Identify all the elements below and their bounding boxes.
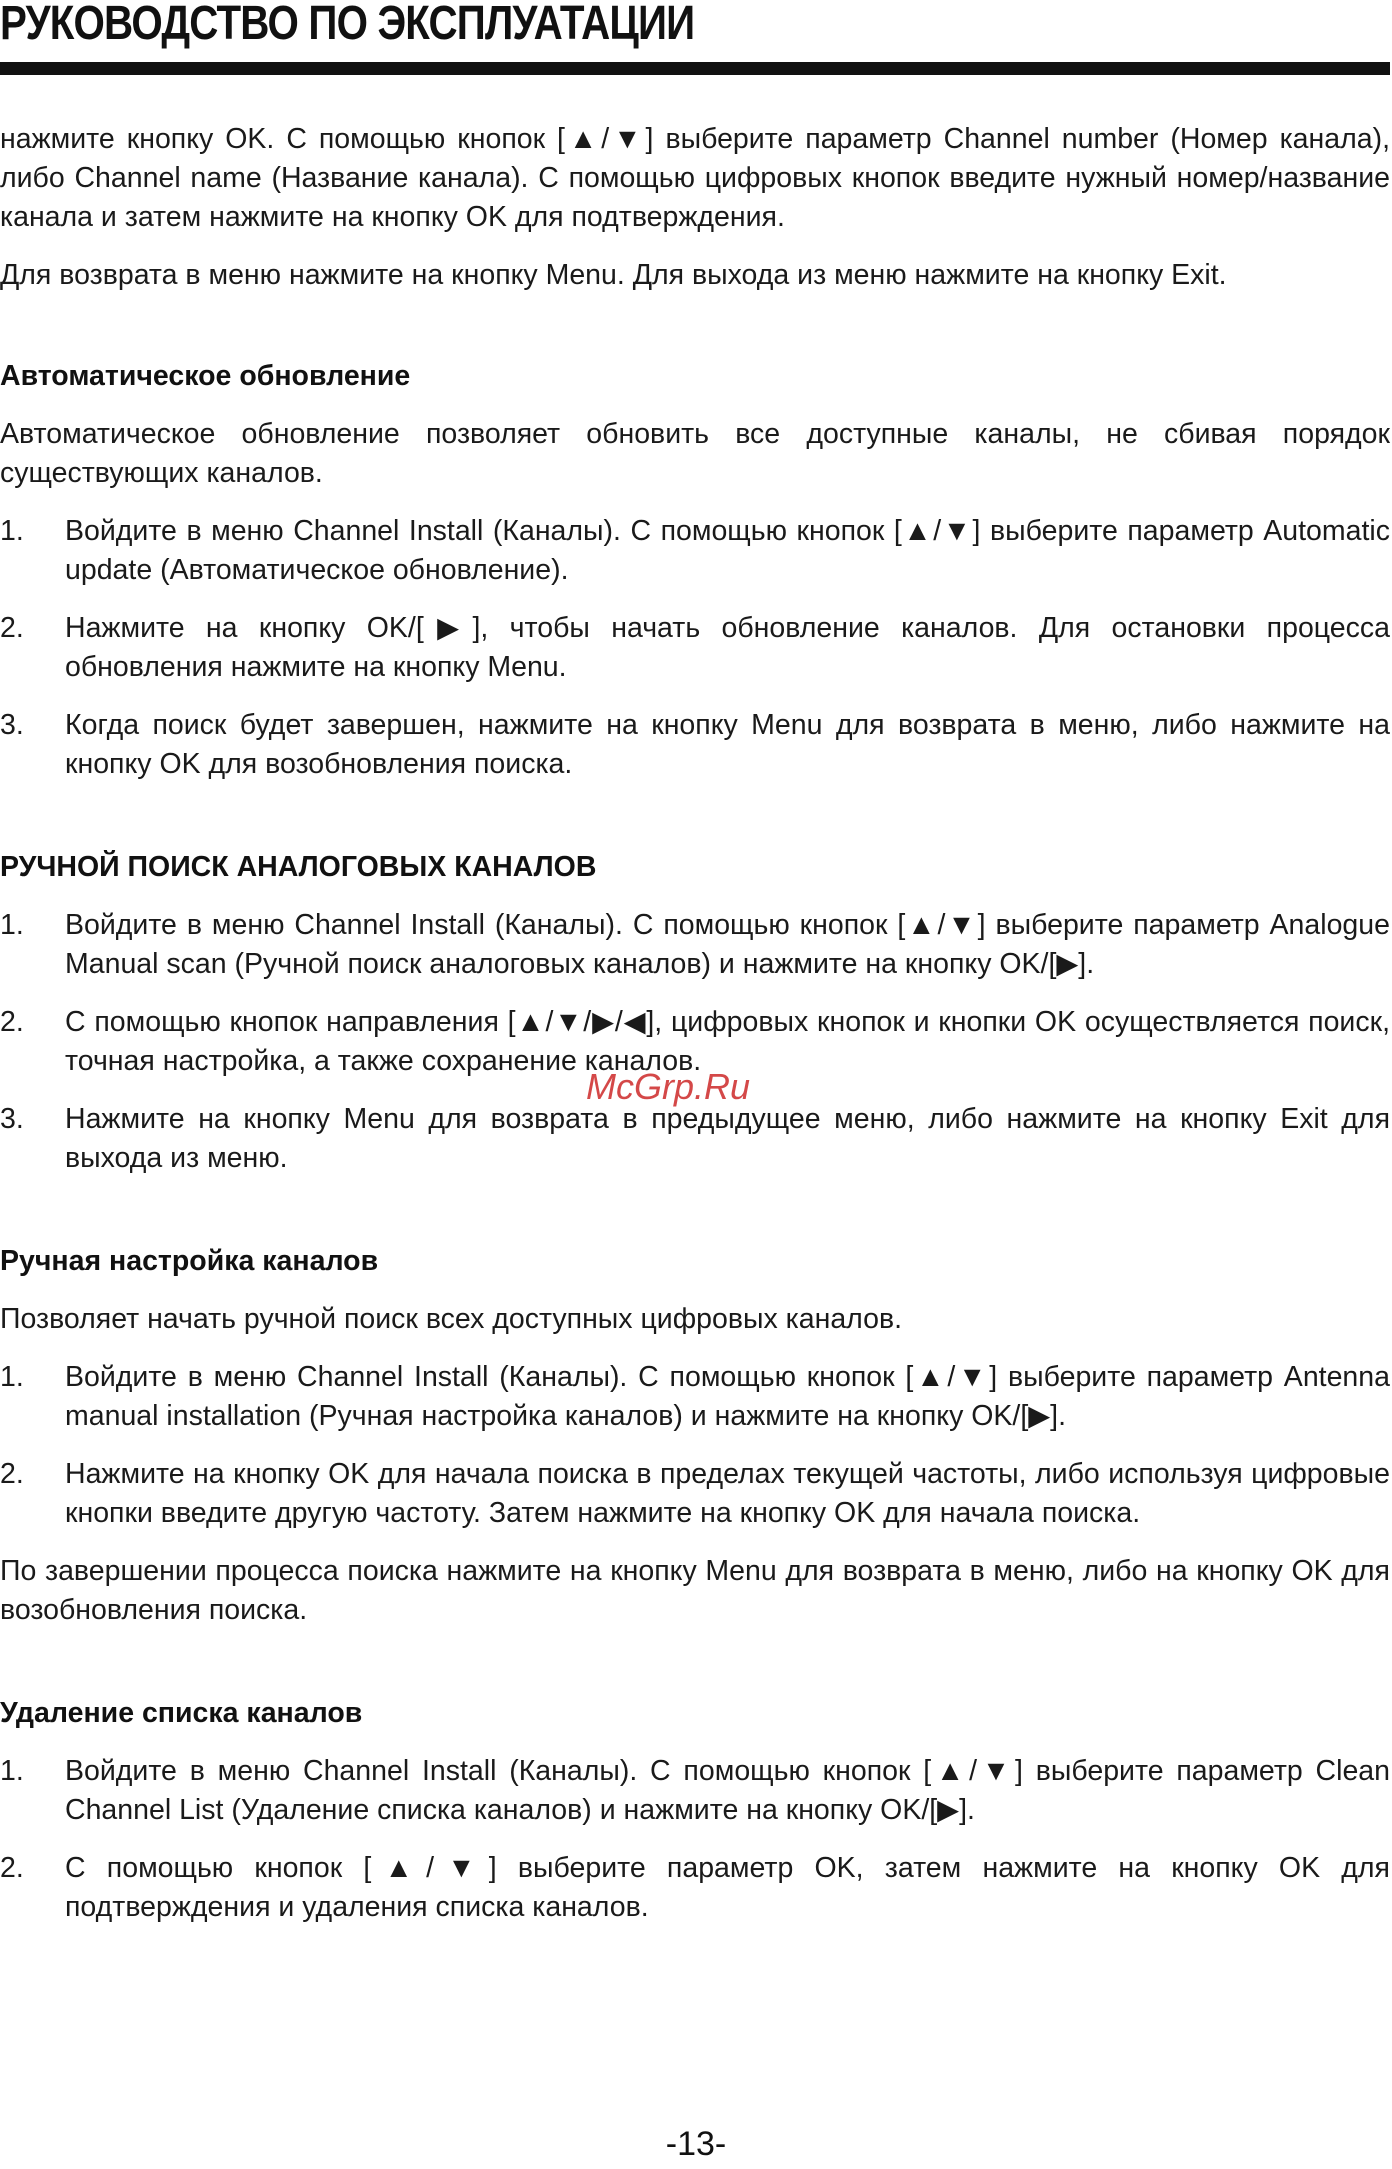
steps-list-analog-manual <box>0 906 1390 1178</box>
steps-list-clear-list <box>0 1752 1390 1927</box>
section-description: Позволяет начать ручной поиск всех доступных цифровых каналов. <box>0 1303 903 1335</box>
step-number: 1. <box>0 515 24 547</box>
list-item <box>0 1752 1390 1830</box>
list-item <box>0 512 1390 590</box>
page-content <box>0 120 1390 1927</box>
step-number: 2. <box>0 612 24 644</box>
step-number: 1. <box>0 909 24 941</box>
section-description: Автоматическое обновление позволяет обновить все доступные каналы, не сбивая порядок существующих каналов. <box>0 418 1390 489</box>
step-number: 3. <box>0 1103 24 1135</box>
list-item <box>0 906 1390 984</box>
steps-list-manual-tuning <box>0 1358 1390 1533</box>
list-item <box>0 1455 1390 1533</box>
page-title: РУКОВОДСТВО ПО ЭКСПЛУАТАЦИИ <box>0 0 695 50</box>
step-text: Войдите в меню Channel Install (Каналы). С помощью кнопок [▲/▼] выберите параметр Automatic update (Автоматическое обновление). <box>65 515 1390 586</box>
section-heading-analog-manual: РУЧНОЙ ПОИСК АНАЛОГОВЫХ КАНАЛОВ <box>0 851 597 883</box>
list-item <box>0 1358 1390 1436</box>
intro-paragraph-return: Для возврата в меню нажмите на кнопку Menu. Для выхода из меню нажмите на кнопку Exit. <box>0 259 1227 291</box>
step-text: С помощью кнопок [▲/▼] выберите параметр OK, затем нажмите на кнопку OK для подтверждения и удаления списка каналов. <box>65 1852 1390 1923</box>
section-heading-clear-list: Удаление списка каналов <box>0 1697 363 1729</box>
step-text: Когда поиск будет завершен, нажмите на кнопку Menu для возврата в меню, либо нажмите на кнопку OK для возобновления поиска. <box>65 709 1390 780</box>
header-divider <box>0 62 1390 75</box>
section-heading-auto-update: Автоматическое обновление <box>0 360 411 392</box>
step-number: 2. <box>0 1006 24 1038</box>
step-text: Нажмите на кнопку OK/[▶], чтобы начать обновление каналов. Для остановки процесса обновления нажмите на кнопку Menu. <box>65 612 1390 683</box>
section-after-note: По завершении процесса поиска нажмите на кнопку Menu для возврата в меню, либо на кнопку OK для возобновления поиска. <box>0 1555 1390 1626</box>
intro-paragraph: нажмите кнопку OK. С помощью кнопок [▲/▼] выберите параметр Channel number (Номер канала), либо Channel name (Название канала). С помощью цифровых кнопок введите нужный номер/название канала и затем нажмите на кнопку OK для подтверждения. <box>0 123 1390 233</box>
step-text: Войдите в меню Channel Install (Каналы). С помощью кнопок [▲/▼] выберите параметр Analogue Manual scan (Ручной поиск аналоговых каналов) и нажмите на кнопку OK/[▶]. <box>65 909 1390 980</box>
page-number: -13- <box>665 2125 727 2163</box>
list-item <box>0 1849 1390 1927</box>
step-number: 3. <box>0 709 24 741</box>
step-number: 2. <box>0 1852 24 1884</box>
step-text: Нажмите на кнопку OK для начала поиска в пределах текущей частоты, либо используя цифровые кнопки введите другую частоту. Затем нажмите на кнопку OK для начала поиска. <box>65 1458 1390 1529</box>
step-text: С помощью кнопок направления [▲/▼/▶/◀], цифровых кнопок и кнопки OK осуществляется поиск, точная настройка, а также сохранение каналов. <box>65 1006 1390 1077</box>
list-item <box>0 706 1390 784</box>
steps-list-auto-update <box>0 512 1390 784</box>
step-text: Войдите в меню Channel Install (Каналы). С помощью кнопок [▲/▼] выберите параметр Clean Channel List (Удаление списка каналов) и нажмите на кнопку OK/[▶]. <box>65 1755 1390 1826</box>
step-number: 1. <box>0 1361 24 1393</box>
step-text: Нажмите на кнопку Menu для возврата в предыдущее меню, либо нажмите на кнопку Exit для выхода из меню. <box>65 1103 1390 1174</box>
list-item <box>0 1100 1390 1178</box>
step-number: 1. <box>0 1755 24 1787</box>
watermark: McGrp.Ru <box>586 1066 751 1107</box>
list-item <box>0 609 1390 687</box>
section-heading-manual-tuning: Ручная настройка каналов <box>0 1245 379 1277</box>
step-number: 2. <box>0 1458 24 1490</box>
step-text: Войдите в меню Channel Install (Каналы). С помощью кнопок [▲/▼] выберите параметр Antenna manual installation (Ручная настройка каналов) и нажмите на кнопку OK/[▶]. <box>65 1361 1390 1432</box>
